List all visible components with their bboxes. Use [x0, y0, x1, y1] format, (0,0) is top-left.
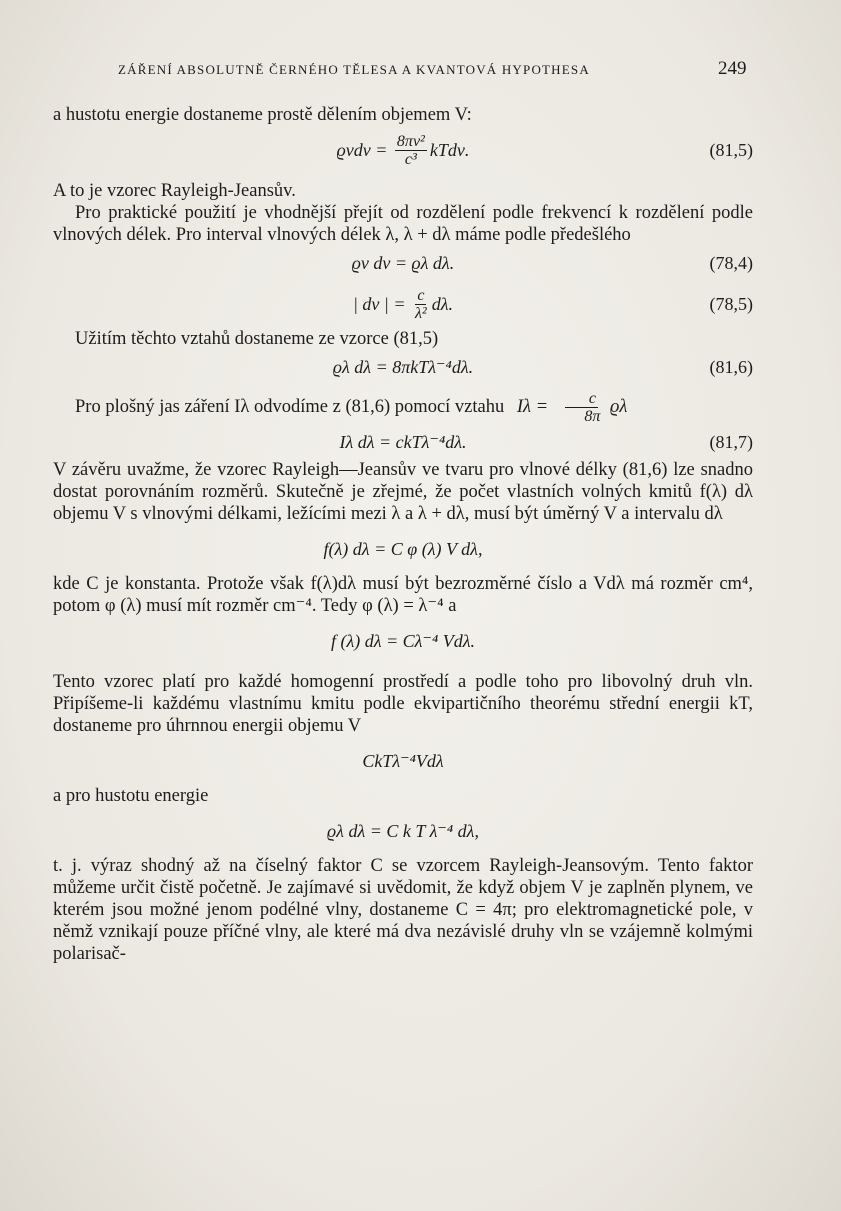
- fraction: [395, 133, 427, 168]
- equation-lhs: | dν | =: [352, 294, 410, 314]
- relation-lhs: Iλ =: [516, 396, 553, 417]
- equation-text: Iλ dλ = ckTλ⁻⁴dλ.: [339, 432, 467, 452]
- equation-number: (81,7): [709, 432, 753, 452]
- equation-lhs: ϱνdν =: [336, 140, 392, 160]
- paragraph: Užitím těchto vztahů dostaneme ze vzorce (81,5): [75, 329, 439, 349]
- paragraph: V závěru uvažme, že vzorec Rayleigh—Jeansův ve tvaru pro vlnové délky (81,6) lze snadno dostat porovnáním rozměrů. Skutečně je zřejmé, že počet vlastních volných kmitů f(λ) dλ objemu V s vlnovými délkami, ležícími mezi λ a λ + dλ, musí být úměrný V a intervalu dλ: [53, 460, 753, 524]
- relation-rhs: ϱλ: [610, 396, 628, 417]
- equation-text: ϱν dν = ϱλ dλ.: [351, 253, 455, 273]
- paragraph-text: Pro plošný jas záření Iλ odvodíme z (81,6) pomocí vztahu: [75, 396, 505, 417]
- equation-number: (78,5): [709, 294, 753, 314]
- equation-text: f(λ) dλ = C φ (λ) V dλ,: [323, 539, 483, 559]
- equation-78-4: [53, 246, 753, 280]
- page-body: [53, 104, 753, 965]
- paragraph: A to je vzorec Rayleigh-Jeansův.: [53, 181, 296, 201]
- equation-rhs: dλ.: [431, 294, 454, 314]
- equation-rhs: kTdν.: [429, 140, 470, 160]
- paragraph: Tento vzorec platí pro každé homogenní prostředí a podle toho pro libovolný druh vln. Připíšeme-li každému vlastnímu kmitu podle ekvipartičního theorému střední energii kT, dostaneme pro úhrnnou energii objemu V: [53, 672, 753, 736]
- equation-f2: [53, 617, 753, 665]
- paragraph: a hustotu energie dostaneme prostě dělením objemem V:: [53, 105, 472, 125]
- equation-total-energy: [53, 737, 753, 785]
- paragraph: Pro praktické použití je vhodnější přejít od rozdělení podle frekvencí k rozdělení podle vlnových délek. Pro interval vlnových délek λ, λ + dλ máme podle předešlého: [53, 203, 753, 245]
- paragraph-with-relation: [53, 390, 753, 425]
- equation-text: f (λ) dλ = Cλ⁻⁴ Vdλ.: [330, 631, 476, 651]
- running-title: ZÁŘENÍ ABSOLUTNĚ ČERNÉHO TĚLESA A KVANTOVÁ HYPOTHESA: [118, 62, 590, 77]
- fraction-denominator: 8π: [584, 408, 601, 425]
- equation-text: ϱλ dλ = C k T λ⁻⁴ dλ,: [327, 821, 479, 841]
- paragraph: t. j. výraz shodný až na číselný faktor C se vzorcem Rayleigh-Jeansovým. Tento faktor můžeme určit čistě početně. Je zajímavé si uvědomit, že když objem V je zaplněn plynem, ve kterém jsou možné jenom podélné vlny, dostaneme C = 4π; pro elektromagnetické pole, v němž vznikají pouze příčné vlny, ale které má dva nezávislé druhy vln se vzájemně kolmými polarisač-: [53, 856, 753, 964]
- equation-number: (81,6): [709, 357, 753, 377]
- equation-81-6: [53, 350, 753, 384]
- inline-relation: [516, 390, 628, 425]
- equation-number: (81,5): [709, 140, 753, 160]
- equation-number: (78,4): [709, 253, 753, 273]
- fraction: [560, 390, 602, 425]
- page-header: [0, 58, 841, 84]
- equation-81-5: [53, 126, 753, 174]
- equation-81-7: [53, 425, 753, 459]
- fraction-numerator: c: [417, 286, 425, 304]
- equation-text: ϱλ dλ = 8πkTλ⁻⁴dλ.: [332, 357, 474, 377]
- fraction: [413, 287, 429, 322]
- equation-78-5: [53, 280, 753, 328]
- fraction-denominator: λ²: [415, 304, 427, 322]
- page-number: 249: [718, 58, 747, 79]
- equation-text: CkTλ⁻⁴Vdλ: [362, 751, 444, 771]
- fraction-numerator: c: [565, 390, 598, 408]
- fraction-denominator: c³: [404, 150, 417, 168]
- paragraph: a pro hustotu energie: [53, 786, 209, 806]
- equation-energy-density: [53, 807, 753, 855]
- paragraph: kde C je konstanta. Protože však f(λ)dλ musí být bezrozměrné číslo a Vdλ má rozměr cm⁴, potom φ (λ) musí mít rozměr cm⁻⁴. Tedy φ (λ) = λ⁻⁴ a: [53, 574, 753, 616]
- equation-f1: [53, 525, 753, 573]
- fraction-numerator: 8πν²: [396, 132, 425, 150]
